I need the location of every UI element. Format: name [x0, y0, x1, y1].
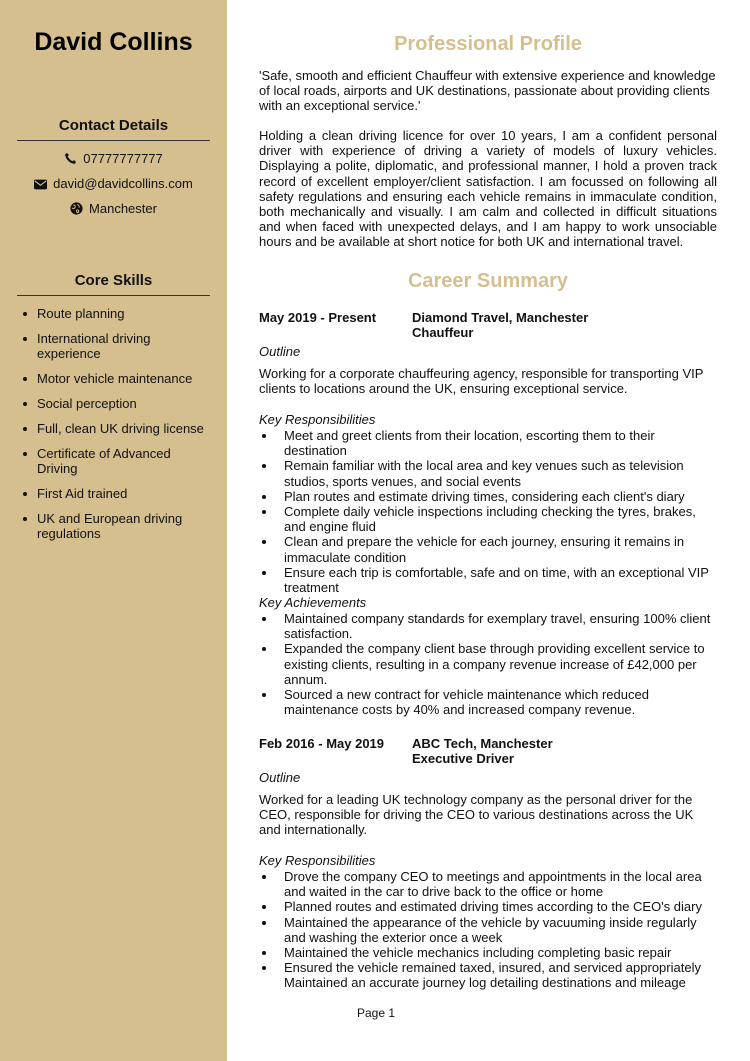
contact-email — [0, 176, 227, 191]
achievements-list — [259, 611, 717, 717]
sidebar — [0, 0, 227, 1061]
envelope-icon — [34, 179, 47, 190]
responsibilities-label: Key Responsibilities — [259, 853, 376, 868]
skill-item: UK and European driving regulations — [20, 511, 210, 541]
list-item: Maintained an accurate journey log detailing destinations and mileage — [284, 975, 686, 991]
outline-label: Outline — [259, 770, 301, 785]
list-item: Planned routes and estimated driving times according to the CEO's diary — [259, 899, 717, 914]
list-item: Expanded the company client base through providing excellent service to existing clients, resulting in a company revenue increase of £42,000 per annum. — [259, 641, 717, 687]
achievements-label: Key Achievements — [259, 595, 367, 610]
job-dates: Feb 2016 - May 2019 — [259, 736, 385, 751]
phone-text: 07777777777 — [83, 151, 163, 166]
contact-location — [0, 201, 227, 216]
page-number: Page 1 — [357, 1006, 396, 1020]
candidate-name: David Collins — [34, 28, 193, 56]
location-text: Manchester — [89, 201, 157, 216]
responsibilities-label: Key Responsibilities — [259, 412, 376, 427]
job-dates: May 2019 - Present — [259, 310, 377, 325]
skill-item: Full, clean UK driving license — [20, 421, 210, 436]
list-item: Complete daily vehicle inspections including checking the tyres, brakes, and engine fluid — [259, 504, 717, 534]
skill-item: First Aid trained — [20, 486, 210, 501]
responsibilities-list — [259, 869, 717, 991]
contact-phone — [0, 151, 227, 166]
job-outline: Working for a corporate chauffeuring agency, responsible for transporting VIP clients to locations around the UK, ensuring exceptional service. — [259, 366, 704, 397]
job-company-title — [412, 736, 712, 766]
list-item: Ensured the vehicle remained taxed, insured, and serviced appropriately — [259, 960, 717, 975]
skill-item: International driving experience — [20, 331, 210, 361]
list-item: Clean and prepare the vehicle for each journey, ensuring it remains in immaculate condition — [259, 534, 717, 564]
job-title: Executive Driver — [412, 751, 514, 766]
skill-item: Social perception — [20, 396, 210, 411]
profile-heading: Professional Profile — [394, 33, 582, 55]
list-item: Sourced a new contract for vehicle maintenance which reduced maintenance costs by 40% and increased company revenue. — [259, 687, 717, 717]
job-company: Diamond Travel, Manchester — [412, 310, 589, 325]
profile-quote: 'Safe, smooth and efficient Chauffeur with extensive experience and knowledge of local roads, airports and UK destinations, passionate about providing clients with an exceptional service.' — [259, 68, 716, 114]
skill-item: Certificate of Advanced Driving — [20, 446, 210, 476]
list-item: Drove the company CEO to meetings and appointments in the local area and waited in the car to drive back to the office or home — [259, 869, 717, 899]
core-skills-list — [20, 306, 210, 551]
skill-item: Motor vehicle maintenance — [20, 371, 210, 386]
list-item: Maintained the appearance of the vehicle by vacuuming inside regularly and washing the exterior once a week — [259, 915, 717, 945]
list-item: Meet and greet clients from their location, escorting them to their destination — [259, 428, 717, 458]
job-company: ABC Tech, Manchester — [412, 736, 553, 751]
job-company-title — [412, 310, 712, 340]
skill-item: Route planning — [20, 306, 210, 321]
job-title: Chauffeur — [412, 325, 474, 340]
responsibilities-list — [259, 428, 717, 595]
profile-body: Holding a clean driving licence for over 10 years, I am a confident personal driver with experience of driving a variety of models of luxury vehicles. Displaying a polite, diplomatic, and professional manner, I hold a proven track record of excellent employer/client satisfaction. I am focussed on following all safety regulations and ensuring each vehicle remains in immaculate condition, both mechanically and visually. I am calm and collected in difficult situations and when faced with unexpected delays, and I am happy to work unsociable hours and be available at short notice for both UK and international travel. — [259, 128, 717, 250]
list-item: Ensure each trip is comfortable, safe and on time, with an exceptional VIP treatment — [259, 565, 717, 595]
core-skills-heading: Core Skills — [17, 272, 210, 296]
job-outline: Worked for a leading UK technology company as the personal driver for the CEO, responsible for driving the CEO to various destinations across the UK and internationally. — [259, 792, 694, 838]
list-item: Remain familiar with the local area and key venues such as television studios, sports venues, and social events — [259, 458, 717, 488]
list-item: Plan routes and estimate driving times, considering each client's diary — [259, 489, 717, 504]
outline-label: Outline — [259, 344, 301, 359]
contact-details-heading: Contact Details — [17, 117, 210, 141]
email-text: david@davidcollins.com — [53, 176, 193, 191]
phone-icon — [64, 152, 77, 165]
globe-icon — [70, 202, 83, 215]
list-item: Maintained company standards for exemplary travel, ensuring 100% client satisfaction. — [259, 611, 717, 641]
list-item: Maintained the vehicle mechanics including completing basic repair — [259, 945, 717, 960]
career-summary-heading: Career Summary — [407, 270, 569, 292]
